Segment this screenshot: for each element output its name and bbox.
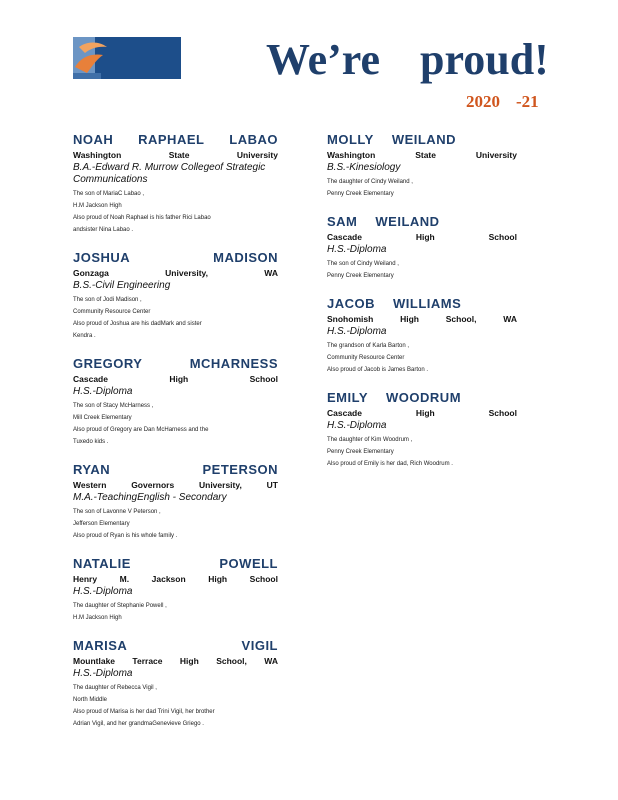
school-word: Governors [131, 480, 175, 490]
name-word: MADISON [213, 250, 278, 265]
name-word: RYAN [73, 462, 111, 477]
graduate-entry [73, 638, 278, 730]
graduate-entry [327, 296, 517, 376]
name-word: RAPHAEL [138, 132, 205, 147]
school-word: High [415, 232, 435, 242]
name-word: VIGIL [241, 638, 278, 653]
school-word: Washington [73, 150, 122, 160]
family-note-line: Penny Creek Elementary [327, 273, 394, 279]
name-word: POWELL [219, 556, 278, 571]
name-word: GREGORY [73, 356, 143, 371]
family-note-line: Also proud of Jacob is James Barton . [327, 367, 429, 373]
family-note-line: Also proud of Noah Raphael is his father Rici Labao [73, 215, 211, 221]
family-note-line: North Middle [73, 697, 108, 703]
degree: H.S.-Diploma [73, 586, 133, 597]
graduate-entry [73, 132, 278, 236]
family-note-line: Penny Creek Elementary [327, 449, 394, 455]
name-word: NOAH [73, 132, 114, 147]
school-word: Cascade [327, 232, 362, 242]
school-name [327, 232, 517, 242]
graduate-entry [73, 356, 278, 448]
school-word: High [179, 656, 199, 666]
name-word: EMILY [327, 390, 369, 405]
school-word: School, [216, 656, 247, 666]
graduate-name [73, 356, 278, 371]
school-name [73, 268, 278, 278]
name-word: MARISA [73, 638, 128, 653]
family-note-line: The son of MariaC Labao , [73, 191, 145, 197]
degree: B.S.-Kinesiology [327, 162, 401, 173]
family-note-line: andsister Nina Labao . [73, 227, 134, 233]
degree: H.S.-Diploma [327, 326, 387, 337]
graduate-name [327, 214, 517, 229]
graduate-name [73, 556, 278, 571]
school-word: Terrace [132, 656, 163, 666]
graduate-name [73, 132, 278, 147]
family-note-line: Community Resource Center [327, 355, 405, 361]
graduate-entry [327, 214, 517, 282]
family-note-line: The daughter of Stephanie Powell , [73, 603, 167, 609]
degree: H.S.-Diploma [73, 386, 133, 397]
family-note-line: H.M Jackson High [73, 203, 122, 209]
degree: H.S.-Diploma [327, 244, 387, 255]
school-name [73, 374, 278, 384]
graduate-name [73, 462, 278, 477]
school-word: School, [445, 314, 477, 324]
degree: H.S.-Diploma [327, 420, 387, 431]
name-word: LABAO [229, 132, 278, 147]
school-word: University, [198, 480, 242, 490]
family-note-line: Community Resource Center [73, 309, 151, 315]
school-word: UT [266, 480, 278, 490]
family-note-line: Jefferson Elementary [73, 521, 130, 527]
logo-graphic [73, 37, 181, 79]
family-note-line: The grandson of Karla Barton , [327, 343, 410, 349]
school-word: WA [264, 656, 278, 666]
school-word: State [168, 150, 190, 160]
family-note-line: The daughter of Cindy Weiland , [327, 179, 413, 185]
school-word: High [415, 408, 435, 418]
family-note-line: Tuxedo kids . [73, 439, 109, 445]
name-word: JACOB [327, 296, 376, 311]
school-name [73, 150, 278, 160]
graduate-entry [73, 462, 278, 542]
school-word: Henry [73, 574, 98, 584]
school-word: Cascade [327, 408, 362, 418]
family-note-line: Adrian Vigil, and her grandmaGenevieve Griego . [73, 721, 204, 727]
school-word: School [249, 574, 278, 584]
degree: H.S.-Diploma [73, 668, 133, 679]
family-note-line: The son of Cindy Weiland , [327, 261, 399, 267]
school-word: Cascade [73, 374, 108, 384]
school-word: University, [165, 268, 209, 278]
family-note-line: Mill Creek Elementary [73, 415, 132, 421]
name-word: WOODRUM [386, 390, 462, 405]
school-word: Jackson [151, 574, 186, 584]
school-word: Snohomish [327, 314, 374, 324]
graduate-name [327, 132, 517, 147]
school-word: Gonzaga [73, 268, 109, 278]
school-word: University [236, 150, 278, 160]
school-word: University [475, 150, 517, 160]
graduate-name [73, 250, 278, 265]
school-word: Washington [327, 150, 376, 160]
family-note-line: Penny Creek Elementary [327, 191, 394, 197]
graduate-name [327, 296, 517, 311]
page-title: We’re proud! [266, 35, 549, 84]
family-note-line: The daughter of Rebecca Vigil , [73, 685, 157, 691]
name-word: WILLIAMS [393, 296, 462, 311]
right-column [327, 132, 517, 484]
school-word: High [208, 574, 228, 584]
name-word: JOSHUA [73, 250, 131, 265]
school-name [73, 480, 278, 490]
family-note-line: Also proud of Marisa is her dad Trini Vigil, her brother [73, 709, 215, 715]
school-word: High [169, 374, 189, 384]
school-word: School [249, 374, 278, 384]
graduate-entry [73, 250, 278, 342]
degree: B.A.-Edward R. Murrow Collegeof Strategic Communications [73, 162, 266, 185]
family-note-line: The son of Stacy McHarness , [73, 403, 154, 409]
school-name [73, 574, 278, 584]
year-label: 2020 -21 [466, 92, 539, 111]
school-word: WA [503, 314, 517, 324]
graduate-name [73, 638, 278, 653]
family-note-line: H.M Jackson High [73, 615, 122, 621]
name-word: WEILAND [391, 132, 456, 147]
left-column [73, 132, 278, 744]
school-word: M. [119, 574, 130, 584]
school-name [73, 656, 278, 666]
degree: B.S.-Civil Engineering [73, 280, 171, 291]
school-word: WA [264, 268, 278, 278]
family-note-line: Also proud of Ryan is his whole family . [73, 533, 178, 539]
school-word: Western [73, 480, 107, 490]
school-word: Mountlake [73, 656, 116, 666]
name-word: SAM [327, 214, 358, 229]
graduate-name [327, 390, 517, 405]
school-name [327, 314, 517, 324]
graduate-entry [327, 132, 517, 200]
name-word: NATALIE [73, 556, 131, 571]
school-name [327, 150, 517, 160]
family-note-line: Kendra . [73, 333, 96, 339]
name-word: MCHARNESS [189, 356, 278, 371]
family-note-line: Also proud of Emily is her dad, Rich Woodrum . [327, 461, 453, 467]
degree: M.A.-TeachingEnglish - Secondary [73, 492, 227, 503]
graduate-entry [327, 390, 517, 470]
family-note-line: The son of Lavonne V Peterson , [73, 509, 161, 515]
family-note-line: The daughter of Kim Woodrum , [327, 437, 413, 443]
graduate-entry [73, 556, 278, 624]
family-note-line: Also proud of Joshua are his dadMark and sister [73, 321, 202, 327]
school-word: School [488, 232, 517, 242]
name-word: MOLLY [327, 132, 374, 147]
family-note-line: The son of Jodi Madison , [73, 297, 142, 303]
school-word: High [400, 314, 419, 324]
school-name [327, 408, 517, 418]
family-note-line: Also proud of Gregory are Dan McHarness and the [73, 427, 209, 433]
name-word: WEILAND [375, 214, 440, 229]
school-word: School [488, 408, 517, 418]
school-word: State [415, 150, 436, 160]
name-word: PETERSON [202, 462, 278, 477]
